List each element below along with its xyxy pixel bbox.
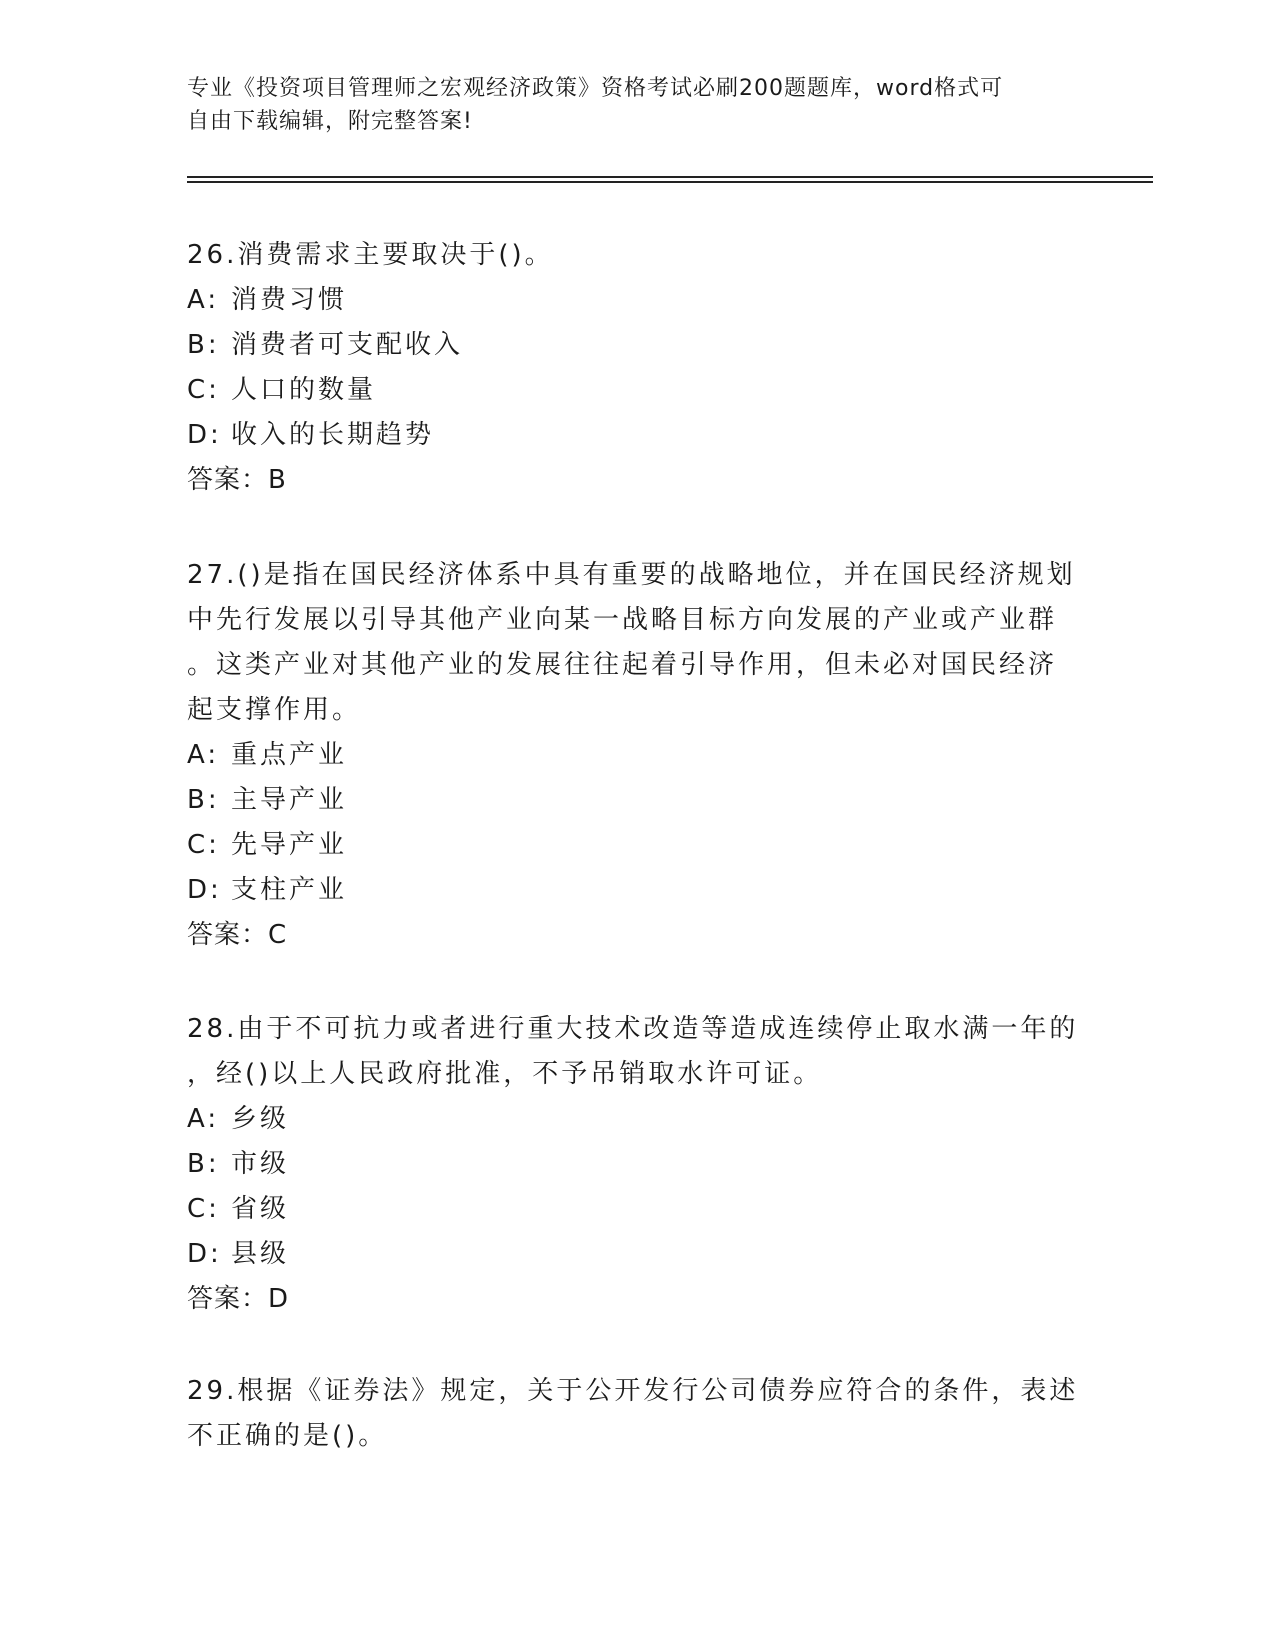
question-29 — [187, 1369, 1087, 1459]
option-key: A: — [187, 1104, 220, 1134]
answer-line: 答案：D — [187, 1284, 290, 1314]
option-c — [187, 823, 1087, 868]
question-stem: 26.消费需求主要取决于()。 — [187, 240, 554, 270]
option-text: 主导产业 — [231, 785, 348, 815]
answer-line: 答案：C — [187, 920, 288, 950]
header-divider-bottom — [187, 181, 1153, 183]
question-28 — [187, 1007, 1087, 1322]
question-26 — [187, 233, 1087, 503]
option-b — [187, 778, 1087, 823]
option-text: 人口的数量 — [231, 375, 377, 405]
option-key: D: — [187, 875, 222, 905]
option-key: D: — [187, 420, 222, 450]
option-a — [187, 278, 1087, 323]
option-key: C: — [187, 1194, 220, 1224]
header-line-1: 专业《投资项目管理师之宏观经济政策》资格考试必刷200题题库，word格式可 — [187, 76, 1004, 101]
option-d — [187, 413, 1087, 458]
document-header — [187, 72, 1087, 138]
option-text: 消费习惯 — [231, 285, 348, 315]
header-divider-top — [187, 176, 1153, 178]
option-key: C: — [187, 830, 220, 860]
option-key: C: — [187, 375, 220, 405]
question-stem-line: 。这类产业对其他产业的发展往往起着引导作用，但未必对国民经济 — [187, 650, 1058, 680]
option-key: B: — [187, 1149, 220, 1179]
question-stem-line: 中先行发展以引导其他产业向某一战略目标方向发展的产业或产业群 — [187, 605, 1058, 635]
question-stem-line: 起支撑作用。 — [187, 695, 362, 725]
answer-line: 答案：B — [187, 465, 287, 495]
option-text: 市级 — [231, 1149, 290, 1179]
option-text: 乡级 — [231, 1104, 290, 1134]
option-a — [187, 733, 1087, 778]
option-c — [187, 368, 1087, 413]
question-stem-line: 27.()是指在国民经济体系中具有重要的战略地位，并在国民经济规划 — [187, 560, 1076, 590]
question-stem-line: 28.由于不可抗力或者进行重大技术改造等造成连续停止取水满一年的 — [187, 1014, 1079, 1044]
option-key: A: — [187, 740, 220, 770]
question-stem-line: ，经()以上人民政府批准，不予吊销取水许可证。 — [187, 1059, 823, 1089]
option-key: B: — [187, 330, 220, 360]
option-d — [187, 1232, 1087, 1277]
question-stem-line: 不正确的是()。 — [187, 1421, 388, 1451]
option-key: D: — [187, 1239, 222, 1269]
header-line-2: 自由下载编辑，附完整答案! — [187, 109, 473, 134]
option-key: B: — [187, 785, 220, 815]
option-d — [187, 868, 1087, 913]
option-text: 先导产业 — [231, 830, 348, 860]
option-b — [187, 323, 1087, 368]
option-text: 支柱产业 — [231, 875, 348, 905]
option-a — [187, 1097, 1087, 1142]
option-text: 省级 — [231, 1194, 290, 1224]
option-text: 消费者可支配收入 — [231, 330, 464, 360]
option-text: 收入的长期趋势 — [231, 420, 435, 450]
option-text: 重点产业 — [231, 740, 348, 770]
question-27 — [187, 553, 1087, 958]
option-c — [187, 1187, 1087, 1232]
option-text: 县级 — [231, 1239, 290, 1269]
option-b — [187, 1142, 1087, 1187]
option-key: A: — [187, 285, 220, 315]
question-stem-line: 29.根据《证券法》规定，关于公开发行公司债券应符合的条件，表述 — [187, 1376, 1079, 1406]
